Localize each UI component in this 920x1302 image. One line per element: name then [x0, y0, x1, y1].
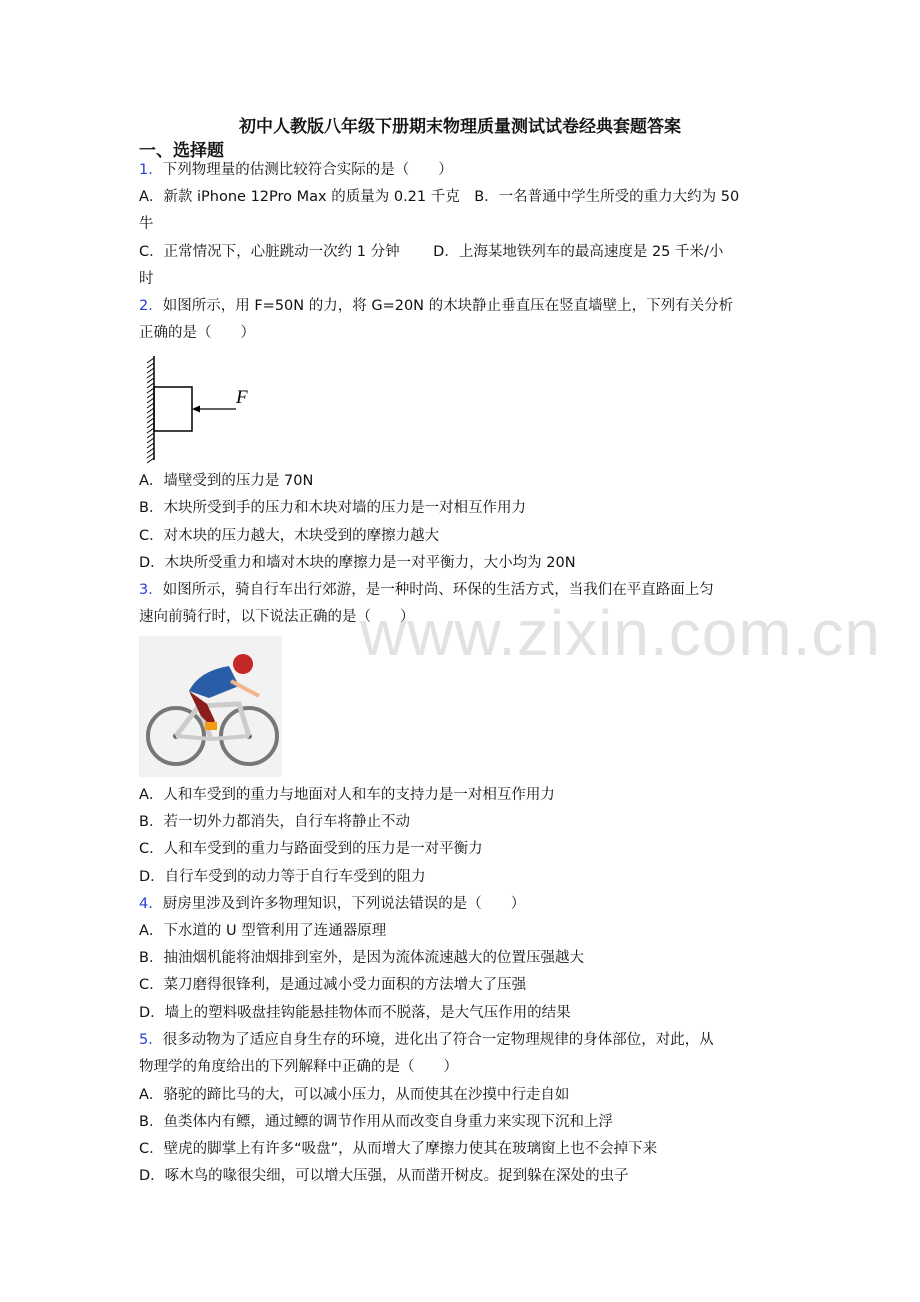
wall-hatch-line — [147, 408, 154, 413]
stem-text: 如图所示，骑自行车出行郊游，是一种时尚、环保的生活方式，当我们在平直路面上匀 — [162, 582, 714, 598]
wall-hatch-line — [147, 378, 154, 383]
stem-text: 厨房里涉及到许多物理知识，下列说法错误的是（ ） — [162, 896, 526, 912]
wall-hatch-line — [147, 453, 154, 458]
q1-option-line: 时 — [139, 271, 154, 287]
wall-hatch-line — [147, 393, 154, 398]
wall-hatch-line — [147, 443, 154, 448]
wall-hatch-line — [147, 448, 154, 453]
q2-option: B．木块所受到手的压力和木块对墙的压力是一对相互作用力 — [139, 500, 526, 516]
wall-hatch-line — [147, 418, 154, 423]
stem-text: 下列物理量的估测比较符合实际的是（ ） — [162, 162, 453, 178]
wall-hatch-line — [147, 373, 154, 378]
wall-hatch-line — [147, 368, 154, 373]
q1-option-line: C．正常情况下，心脏跳动一次约 1 分钟 D．上海某地铁列车的最高速度是 25 千米/小 — [139, 244, 724, 260]
question-5-stem — [139, 1030, 714, 1050]
wall-hatch-line — [147, 423, 154, 428]
q5-stem-line: 物理学的角度给出的下列解释中正确的是（ ） — [139, 1059, 458, 1075]
q1-option-line: A．新款 iPhone 12Pro Max 的质量为 0.21 千克 B．一名普通中学生所受的重力大约为 50 — [139, 189, 740, 205]
q4-option: C．菜刀磨得很锋利，是通过减小受力面积的方法增大了压强 — [139, 977, 527, 993]
wall-hatch-line — [147, 398, 154, 403]
stem-text: 如图所示，用 F=50N 的力，将 G=20N 的木块静止垂直压在竖直墙壁上，下列有关分析 — [162, 298, 734, 314]
q3-option: A．人和车受到的重力与地面对人和车的支持力是一对相互作用力 — [139, 787, 555, 803]
q3-option: C．人和车受到的重力与路面受到的压力是一对平衡力 — [139, 841, 483, 857]
q4-option: D．墙上的塑料吸盘挂钩能悬挂物体而不脱落，是大气压作用的结果 — [139, 1005, 571, 1021]
q5-option: C．壁虎的脚掌上有许多“吸盘”，从而增大了摩擦力使其在玻璃窗上也不会掉下来 — [139, 1141, 658, 1157]
q4-option: A．下水道的 U 型管利用了连通器原理 — [139, 923, 387, 939]
wall-hatch-line — [147, 358, 154, 363]
wall-hatch-line — [147, 428, 154, 433]
q2-option: A．墙壁受到的压力是 70N — [139, 473, 314, 489]
question-number: 4． — [139, 896, 163, 912]
q2-stem-line: 正确的是（ ） — [139, 325, 255, 341]
wall-hatch-line — [147, 433, 154, 438]
q5-option: A．骆驼的蹄比马的大，可以减小压力，从而使其在沙摸中行走自如 — [139, 1087, 570, 1103]
wall-hatch-line — [147, 438, 154, 443]
wall-hatch-line — [147, 413, 154, 418]
question-number: 5． — [139, 1032, 163, 1048]
question-number: 2． — [139, 298, 163, 314]
q3-option: B．若一切外力都消失，自行车将静止不动 — [139, 814, 410, 830]
section-heading: 一、选择题 — [139, 141, 224, 161]
page-title: 初中人教版八年级下册期末物理质量测试试卷经典套题答案 — [239, 117, 681, 137]
question-1-stem — [139, 160, 453, 180]
q1-option-line: 牛 — [139, 216, 154, 232]
q5-option: B．鱼类体内有鳔，通过鳔的调节作用从而改变自身重力来实现下沉和上浮 — [139, 1114, 613, 1130]
question-2-stem — [139, 296, 733, 316]
wall-hatch-line — [147, 403, 154, 408]
question-number: 1． — [139, 162, 163, 178]
q2-option: D．木块所受重力和墙对木块的摩擦力是一对平衡力，大小均为 20N — [139, 555, 576, 571]
q5-option: D．啄木鸟的喙很尖细，可以增大压强，从而凿开树皮。捉到躲在深处的虫子 — [139, 1168, 629, 1184]
force-label: F — [236, 387, 248, 408]
wall-hatch-line — [147, 388, 154, 393]
q2-option: C．对木块的压力越大，木块受到的摩擦力越大 — [139, 528, 440, 544]
question-number: 3． — [139, 582, 163, 598]
question-4-stem — [139, 894, 525, 914]
wall-hatch-line — [147, 458, 154, 463]
wall-hatch-line — [147, 363, 154, 368]
wall-hatch-line — [147, 383, 154, 388]
watermark: www.zixin.com.cn — [360, 597, 881, 669]
q4-option: B．抽油烟机能将油烟排到室外，是因为流体流速越大的位置压强越大 — [139, 950, 584, 966]
q3-stem-line: 速向前骑行时，以下说法正确的是（ ） — [139, 609, 415, 625]
cyclist-image — [139, 636, 282, 777]
wall-block-force-figure — [139, 354, 259, 464]
stem-text: 很多动物为了适应自身生存的环境，进化出了符合一定物理规律的身体部位，对此，从 — [162, 1032, 714, 1048]
q3-option: D．自行车受到的动力等于自行车受到的阻力 — [139, 869, 426, 885]
